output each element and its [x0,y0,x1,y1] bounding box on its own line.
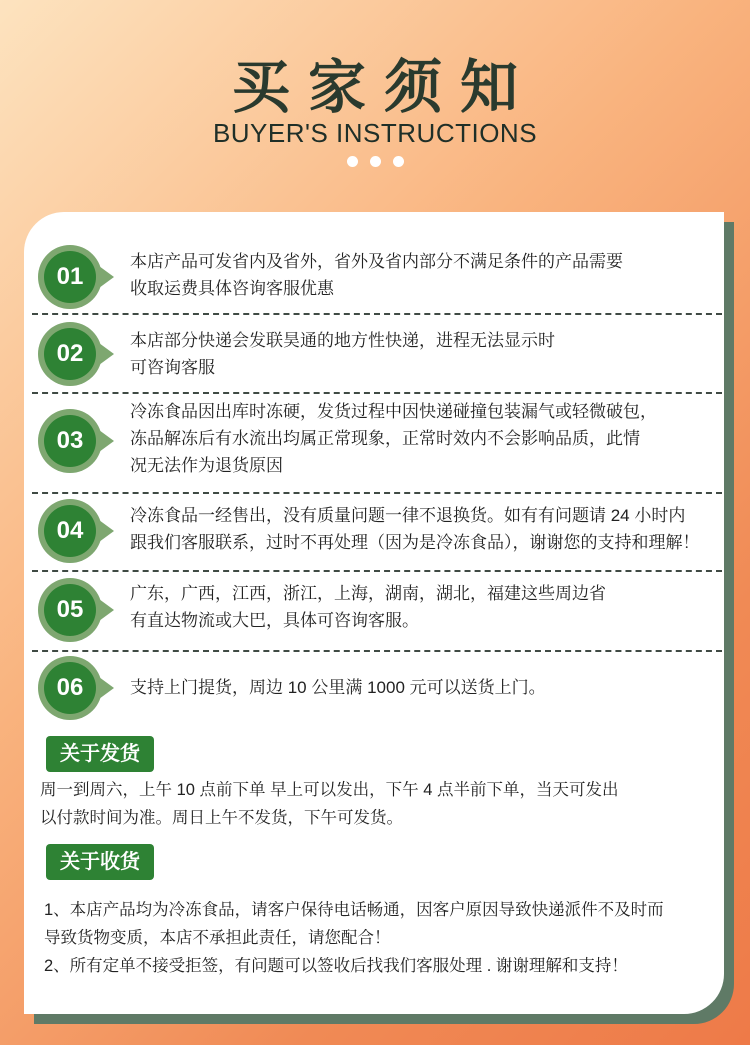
receiving-text: 导致货物变质，本店不承担此责任，请您配合！ [44,929,391,947]
dashed-divider [32,492,722,494]
instruction-text: 跟我们客服联系，过时不再处理（因为是冷冻食品），谢谢您的支持和理解！ [130,533,700,552]
instruction-text: 可咨询客服 [130,358,215,377]
badge-number: 01 [44,251,96,303]
page-title: 买家须知 [231,53,536,121]
number-badge [38,578,112,642]
instruction-text: 冻品解冻后有水流出均属正常现象，正常时效内不会影响品质，此情 [130,429,640,448]
badge-number: 04 [44,505,96,557]
instructions-card [24,212,724,1014]
badge-number: 02 [44,328,96,380]
number-badge [38,656,112,720]
dashed-divider [32,313,722,315]
instruction-text: 广东，广西，江西，浙江，上海，湖南，湖北，福建这些周边省 [130,584,606,603]
dashed-divider [32,650,722,652]
shipping-text: 以付款时间为准。周日上午不发货，下午可发货。 [40,809,403,827]
instruction-text: 况无法作为退货原因 [130,456,283,475]
decorative-dots [0,154,750,172]
shipping-section-label: 关于发货 [46,736,154,772]
dashed-divider [32,570,722,572]
receiving-text: 2、所有定单不接受拒签，有问题可以签收后找我们客服处理 . 谢谢理解和支持！ [44,957,628,975]
number-badge [38,409,112,473]
receiving-text: 1、本店产品均为冷冻食品，请客户保待电话畅通，因客户原因导致快递派件不及时而 [44,901,664,919]
shipping-text: 周一到周六，上午 10 点前下单 早上可以发出，下午 4 点半前下单，当天可发出 [40,781,619,799]
page-subtitle: BUYER'S INSTRUCTIONS [212,118,538,148]
badge-number: 06 [44,662,96,714]
instruction-text: 有直达物流或大巴，具体可咨询客服。 [130,611,419,630]
instruction-text: 收取运费具体咨询客服优惠 [130,279,334,298]
instruction-text: 本店产品可发省内及省外，省外及省内部分不满足条件的产品需要 [130,252,623,271]
receiving-section-label: 关于收货 [46,844,154,880]
number-badge [38,499,112,563]
dot-icon [347,156,358,167]
dashed-divider [32,392,722,394]
dot-icon [370,156,381,167]
badge-number: 03 [44,415,96,467]
number-badge [38,245,112,309]
dot-icon [393,156,404,167]
instruction-text: 冷冻食品因出库时冻硬，发货过程中因快递碰撞包装漏气或轻微破包， [130,402,657,421]
number-badge [38,322,112,386]
instruction-text: 支持上门提货，周边 10 公里满 1000 元可以送货上门。 [130,678,546,697]
badge-number: 05 [44,584,96,636]
instruction-text: 冷冻食品一经售出，没有质量问题一律不退换货。如有有问题请 24 小时内 [130,506,686,525]
instruction-text: 本店部分快递会发联昊通的地方性快递，进程无法显示时 [130,331,555,350]
